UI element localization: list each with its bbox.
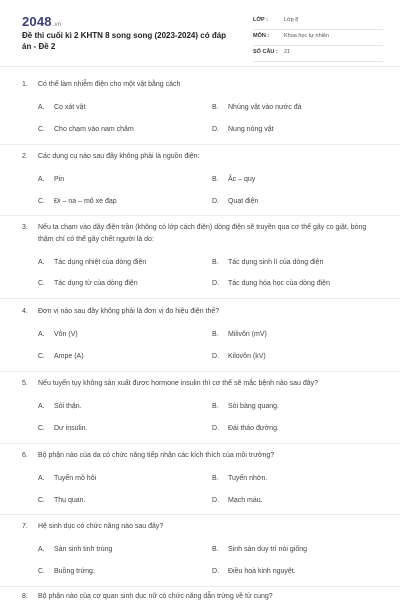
option-text: Quạt điện bbox=[228, 198, 259, 205]
option-b[interactable] bbox=[212, 403, 279, 410]
question-text: Bộ phận nào của cơ quan sinh dục nữ có chức năng dẫn trứng về tử cung? bbox=[38, 593, 273, 600]
question-number: 7. bbox=[22, 523, 28, 530]
question-text: Có thể làm nhiễm điện cho một vật bằng cách bbox=[38, 81, 181, 88]
option-letter: C. bbox=[38, 497, 45, 504]
option-text: Tác dụng hóa học của dòng điện bbox=[228, 280, 330, 287]
option-letter: C. bbox=[38, 280, 45, 287]
option-text: Tuyến nhờn. bbox=[228, 475, 268, 482]
option-text: Ampe (A) bbox=[54, 353, 84, 360]
option-c[interactable] bbox=[38, 126, 134, 133]
option-a[interactable] bbox=[38, 176, 64, 183]
option-text: Kilovôn (kV) bbox=[228, 353, 266, 360]
option-letter: C. bbox=[38, 425, 45, 432]
option-letter: C. bbox=[38, 198, 45, 205]
option-a[interactable] bbox=[38, 259, 146, 266]
option-a[interactable] bbox=[38, 331, 78, 338]
option-letter: A. bbox=[38, 475, 45, 482]
option-letter: C. bbox=[38, 126, 45, 133]
option-d[interactable] bbox=[212, 568, 296, 575]
option-c[interactable] bbox=[38, 568, 95, 575]
option-text: Milivôn (mV) bbox=[228, 331, 267, 338]
option-text: Sỏi bàng quang. bbox=[228, 403, 279, 410]
option-text: Tác dụng sinh lí của dòng điện bbox=[228, 259, 324, 266]
option-text: Tác dụng từ của dòng điện bbox=[54, 280, 138, 287]
option-d[interactable] bbox=[212, 425, 279, 432]
option-letter: A. bbox=[38, 259, 45, 266]
question-number: 2. bbox=[22, 153, 28, 160]
option-text: Vôn (V) bbox=[54, 331, 78, 338]
question-number: 3. bbox=[22, 224, 28, 231]
option-letter: B. bbox=[212, 546, 219, 553]
option-letter: D. bbox=[212, 497, 219, 504]
option-b[interactable] bbox=[212, 546, 307, 553]
meta-value: Khoa học tự nhiên bbox=[284, 33, 329, 39]
option-c[interactable] bbox=[38, 497, 86, 504]
option-text: Đi – na – mô xe đạp bbox=[54, 198, 117, 205]
option-text: Sỏi thận. bbox=[54, 403, 82, 410]
option-letter: D. bbox=[212, 280, 219, 287]
question-number: 6. bbox=[22, 452, 28, 459]
option-letter: A. bbox=[38, 104, 45, 111]
option-c[interactable] bbox=[38, 280, 138, 287]
option-d[interactable] bbox=[212, 353, 266, 360]
option-text: Ắc – quy bbox=[228, 176, 256, 183]
option-letter: A. bbox=[38, 331, 45, 338]
option-letter: C. bbox=[38, 568, 45, 575]
question-text: Nếu ta chạm vào dây điện trần (không có lớp cách điện) dòng điện sẽ truyền qua cơ thể gây co giật, bỏng thậm chí có thể gây chết người là do: bbox=[38, 224, 367, 243]
option-letter: A. bbox=[38, 546, 45, 553]
question-text: Nếu tuyến tụy không sản xuất được hormone insulin thì cơ thể sẽ mắc bệnh nào sau đây? bbox=[38, 380, 319, 387]
option-c[interactable] bbox=[38, 353, 84, 360]
question-number: 1. bbox=[22, 81, 28, 88]
logo-text: 2048 bbox=[22, 14, 52, 29]
option-text: Dư insulin. bbox=[54, 425, 88, 432]
option-a[interactable] bbox=[38, 546, 112, 553]
option-letter: B. bbox=[212, 403, 219, 410]
option-letter: D. bbox=[212, 198, 219, 205]
option-text: Sinh sản duy trì nòi giống bbox=[228, 546, 307, 553]
option-letter: A. bbox=[38, 403, 45, 410]
option-text: Nhúng vật vào nước đá bbox=[228, 104, 302, 111]
option-c[interactable] bbox=[38, 198, 117, 205]
question-number: 4. bbox=[22, 308, 28, 315]
question-text: Đơn vị nào sau đây không phải là đơn vị đo hiệu điện thế? bbox=[38, 308, 220, 315]
option-text: Đái tháo đường. bbox=[228, 425, 279, 432]
question-divider bbox=[0, 443, 400, 444]
question-number: 5. bbox=[22, 380, 28, 387]
option-b[interactable] bbox=[212, 104, 302, 111]
option-text: Sản sinh tinh trùng bbox=[54, 546, 113, 553]
question-divider bbox=[0, 586, 400, 587]
option-text: Cọ xát vật bbox=[54, 104, 86, 111]
option-a[interactable] bbox=[38, 104, 86, 111]
logo-suffix: .vn bbox=[52, 22, 62, 28]
option-text: Tuyến mồ hôi bbox=[54, 475, 97, 482]
question-text: Các dụng cụ nào sau đây không phải là nguồn điện: bbox=[38, 153, 200, 160]
option-d[interactable] bbox=[212, 126, 274, 133]
option-text: Buồng trứng. bbox=[54, 568, 95, 575]
option-letter: A. bbox=[38, 176, 45, 183]
option-b[interactable] bbox=[212, 475, 267, 482]
option-d[interactable] bbox=[212, 280, 330, 287]
exam-title: Đề thi cuối kì 2 KHTN 8 song song (2023-2024) có đáp án - Đề 2 bbox=[22, 31, 227, 51]
option-letter: B. bbox=[212, 475, 219, 482]
option-text: Cho chạm vào nam châm bbox=[54, 126, 134, 133]
option-d[interactable] bbox=[212, 497, 263, 504]
option-text: Mạch máu. bbox=[228, 497, 263, 504]
meta-value: 21 bbox=[284, 49, 291, 55]
question-divider bbox=[0, 298, 400, 299]
option-b[interactable] bbox=[212, 259, 323, 266]
option-text: Tác dụng nhiệt của dòng điện bbox=[54, 259, 147, 266]
option-a[interactable] bbox=[38, 475, 96, 482]
question-divider bbox=[0, 215, 400, 216]
option-letter: D. bbox=[212, 126, 219, 133]
option-a[interactable] bbox=[38, 403, 82, 410]
question-divider bbox=[0, 514, 400, 515]
question-text: Bộ phận nào của da có chức năng tiếp nhận các kích thích của môi trường? bbox=[38, 452, 275, 459]
question-text: Hệ sinh dục có chức năng nào sau đây? bbox=[38, 523, 164, 530]
option-c[interactable] bbox=[38, 425, 87, 432]
option-text: Nung nóng vật bbox=[228, 126, 274, 133]
option-letter: C. bbox=[38, 353, 45, 360]
option-text: Thụ quan. bbox=[54, 497, 86, 504]
option-text: Pin bbox=[54, 176, 65, 183]
option-letter: B. bbox=[212, 176, 219, 183]
meta-key: MÔN : bbox=[253, 33, 270, 39]
meta-key: LỚP : bbox=[253, 17, 268, 23]
option-letter: D. bbox=[212, 353, 219, 360]
option-letter: B. bbox=[212, 104, 219, 111]
option-letter: D. bbox=[212, 568, 219, 575]
question-divider bbox=[0, 371, 400, 372]
question-number: 8. bbox=[22, 593, 28, 600]
option-b[interactable] bbox=[212, 176, 255, 183]
meta-key: SỐ CÂU : bbox=[253, 49, 278, 55]
option-letter: B. bbox=[212, 331, 219, 338]
option-text: Điều hoà kinh nguyệt. bbox=[228, 568, 296, 575]
option-letter: D. bbox=[212, 425, 219, 432]
option-b[interactable] bbox=[212, 331, 267, 338]
question-divider bbox=[0, 144, 400, 145]
option-d[interactable] bbox=[212, 198, 258, 205]
meta-value: Lớp 8 bbox=[284, 17, 299, 23]
option-letter: B. bbox=[212, 259, 219, 266]
